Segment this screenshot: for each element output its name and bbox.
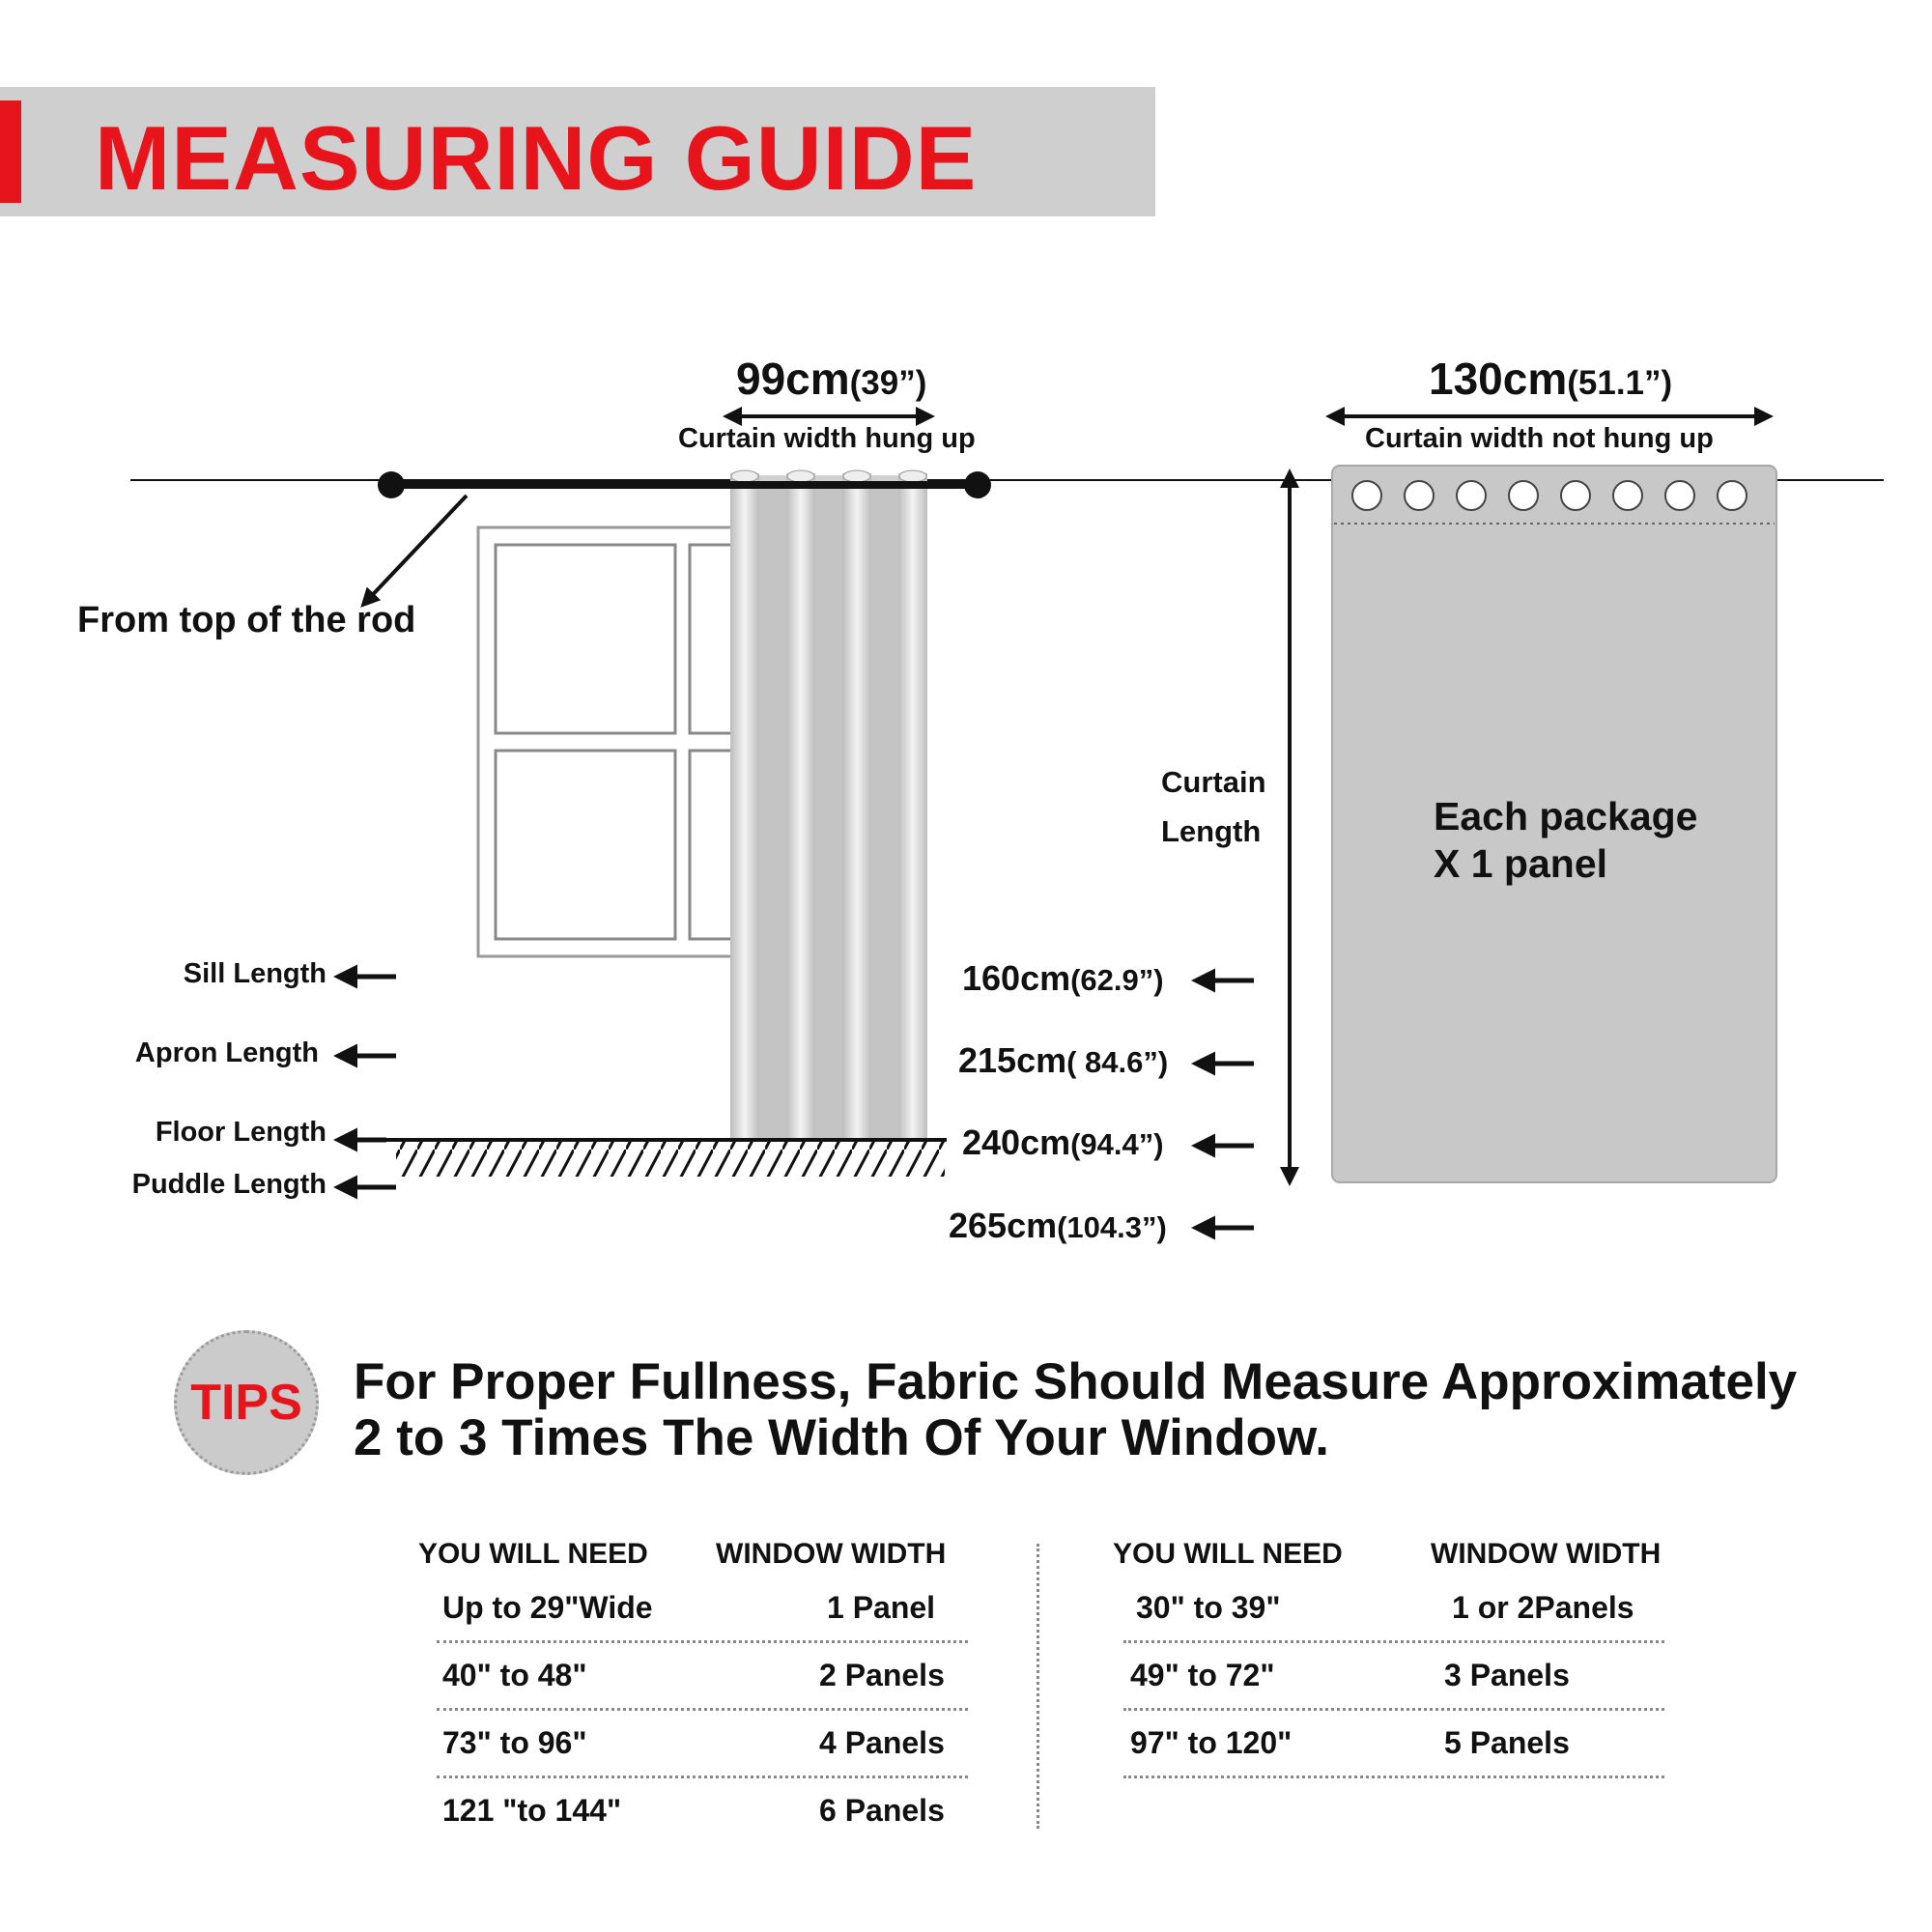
grommet-icon <box>1352 481 1381 510</box>
right-row-divider <box>1123 1640 1664 1643</box>
flat-width-cm: 130cm <box>1429 354 1568 404</box>
grommet-icon <box>1405 481 1434 510</box>
grommet-icon <box>1457 481 1486 510</box>
right-row-1-width: 1 or 2Panels <box>1452 1590 1634 1625</box>
page-title: MEASURING GUIDE <box>95 107 978 209</box>
hung-width-inch: (39”) <box>849 364 927 402</box>
hung-width-value <box>736 353 926 405</box>
right-row-3-need: 97" to 120" <box>1130 1725 1293 1760</box>
panel-package-text <box>1434 793 1698 888</box>
left-row-divider <box>437 1708 968 1711</box>
sill-length-label: Sill Length <box>183 958 327 989</box>
apron-length-label: Apron Length <box>134 1037 319 1068</box>
measurement-cm: 240cm <box>962 1122 1071 1162</box>
measurement-inch: ( 84.6”) <box>1066 1045 1169 1079</box>
measurement-240 <box>962 1122 1164 1163</box>
curtain-length-line-1: Curtain <box>1161 765 1266 799</box>
right-col-need-header: YOU WILL NEED <box>1113 1538 1343 1570</box>
left-col-width-header: WINDOW WIDTH <box>716 1538 947 1570</box>
grommet-icon <box>1718 481 1747 510</box>
right-col-width-header: WINDOW WIDTH <box>1431 1538 1662 1570</box>
left-row-2-width: 2 Panels <box>819 1658 945 1692</box>
flat-width-value <box>1429 353 1672 405</box>
left-row-divider <box>437 1640 968 1643</box>
grommet-icon <box>1665 481 1694 510</box>
right-row-divider <box>1123 1776 1664 1778</box>
grommet-icon <box>1509 481 1538 510</box>
measurement-inch: (62.9”) <box>1070 963 1164 997</box>
flat-width-inch: (51.1”) <box>1567 364 1673 402</box>
tips-badge <box>174 1330 319 1475</box>
measurement-cm: 160cm <box>962 958 1071 998</box>
rod-label: From top of the rod <box>77 600 416 640</box>
grommet-icon <box>1561 481 1590 510</box>
flat-width-label: Curtain width not hung up <box>1365 423 1714 454</box>
measurement-160 <box>962 958 1164 999</box>
tips-text <box>354 1354 1797 1466</box>
puddle-length-label: Puddle Length <box>131 1169 327 1200</box>
measurement-inch: (94.4”) <box>1070 1127 1164 1161</box>
measurement-215 <box>958 1040 1168 1081</box>
tips-line-2: 2 to 3 Times The Width Of Your Window. <box>354 1409 1330 1466</box>
right-row-2-width: 3 Panels <box>1444 1658 1570 1692</box>
hung-curtain <box>730 470 927 1140</box>
window-icon <box>478 527 734 956</box>
left-col-need-header: YOU WILL NEED <box>418 1538 648 1570</box>
hung-width-cm: 99cm <box>736 354 850 404</box>
grommet-icon <box>1613 481 1642 510</box>
left-row-3-need: 73" to 96" <box>442 1725 587 1760</box>
right-row-1-need: 30" to 39" <box>1136 1590 1281 1625</box>
right-row-2-need: 49" to 72" <box>1130 1658 1275 1692</box>
right-row-divider <box>1123 1708 1664 1711</box>
left-row-4-need: 121 "to 144" <box>442 1793 622 1828</box>
left-row-1-width: 1 Panel <box>827 1590 936 1625</box>
measurement-cm: 265cm <box>949 1206 1058 1245</box>
left-row-4-width: 6 Panels <box>819 1793 945 1828</box>
floor-icon <box>382 1140 947 1177</box>
panel-text-line-1: Each package <box>1434 794 1698 838</box>
table-column-divider <box>1037 1544 1039 1829</box>
measurement-265 <box>949 1206 1167 1246</box>
hung-width-label: Curtain width hung up <box>678 423 976 454</box>
curtain-length-label <box>1161 757 1266 856</box>
left-row-2-need: 40" to 48" <box>442 1658 587 1692</box>
left-row-1-need: Up to 29"Wide <box>442 1590 653 1625</box>
tips-badge-label: TIPS <box>190 1375 302 1431</box>
rod-pointer-arrow <box>363 496 467 605</box>
tips-line-1: For Proper Fullness, Fabric Should Measure Approximately <box>354 1353 1798 1410</box>
measurement-cm: 215cm <box>958 1040 1067 1080</box>
curtain-length-line-2: Length <box>1161 814 1262 848</box>
left-row-3-width: 4 Panels <box>819 1725 945 1760</box>
left-row-divider <box>437 1776 968 1778</box>
floor-length-label: Floor Length <box>155 1117 327 1148</box>
right-row-3-width: 5 Panels <box>1444 1725 1570 1760</box>
measurement-inch: (104.3”) <box>1057 1210 1167 1244</box>
panel-text-line-2: X 1 panel <box>1434 841 1608 886</box>
